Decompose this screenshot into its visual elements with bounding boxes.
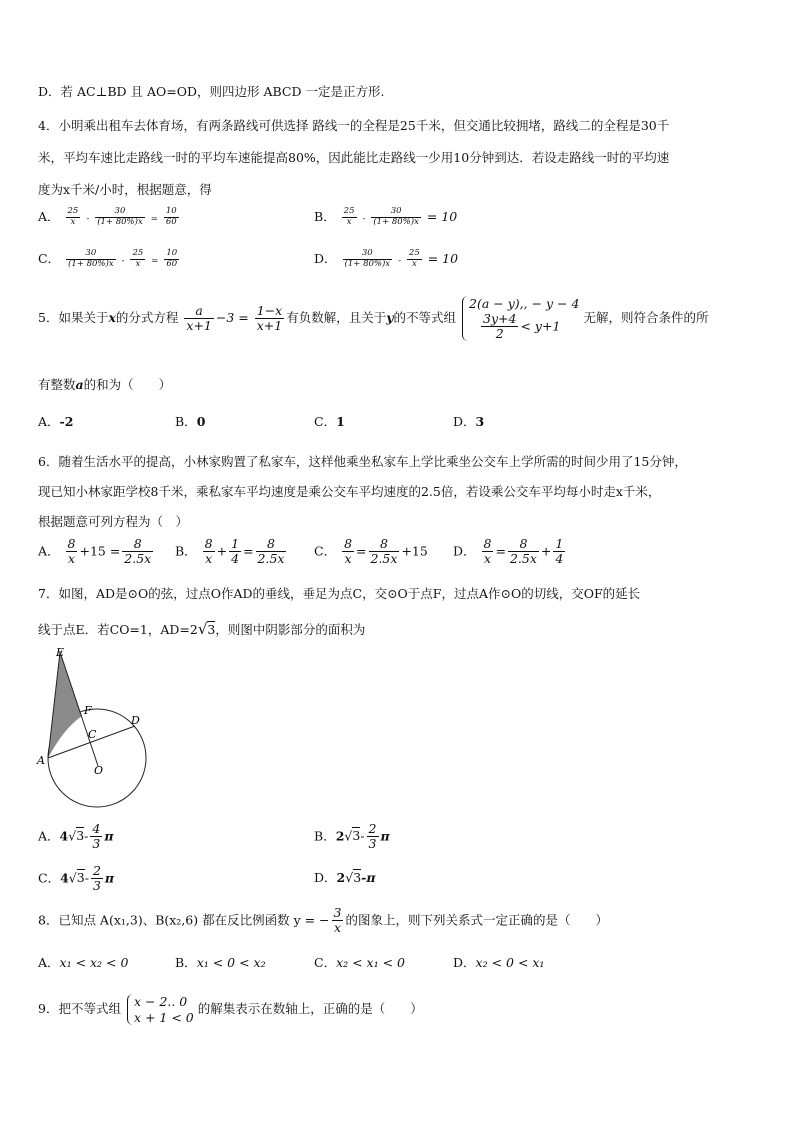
q7-option-d[interactable]: D．2√3-π	[314, 870, 376, 885]
q8-option-c[interactable]: C．x₂ < x₁ < 0	[314, 955, 405, 970]
q5-option-c[interactable]: C．1	[314, 414, 345, 429]
q5-frac-1mx: $\frac{1-x}{x+1}$	[256, 302, 283, 334]
q9-inequality-system: x − 2.. 0 x + 1 < 0	[127, 994, 194, 1025]
q5-inequality-system: 2(a − y),, − y − 4 $\frac{3y+4}{2}$ < y+1	[462, 296, 579, 341]
q7-option-b[interactable]: B．2√3- $\frac{2}{3}$ π	[314, 821, 390, 852]
q7-text-line2: 线于点E．若CO=1，AD=2√3，则图中阴影部分的面积为	[38, 620, 366, 638]
q4-text-line2: 米，平均车速比走路线一时的平均车速能提高80%，因此能比走路线一少用10分钟到达．若设走路线一时的平均速	[38, 150, 670, 165]
q6-text-line2: 现已知小林家距学校8千米，乘私家车平均速度是乘公交车平均速度的2.5倍，若设乘公交车平均每小时走x千米，	[38, 484, 661, 499]
label-f: F	[84, 704, 92, 717]
q7-geometry-figure	[34, 646, 166, 808]
q6-option-b[interactable]: B． $\frac{8}{x}$ + $\frac{1}{4}$ = $\frac{8}{2.5x}$	[175, 536, 285, 567]
label-c: C	[88, 728, 97, 741]
q5-option-a[interactable]: A．-2	[38, 414, 74, 429]
prev-option-d: D．若 AC⊥BD 且 AO=OD，则四边形 ABCD 一定是正方形.	[38, 84, 385, 99]
q7-text-line1: 7．如图，AD是⊙O的弦，过点O作AD的垂线，垂足为点C，交⊙O于点F，过点A作⊙O的切线，交OF的延长	[38, 586, 641, 601]
q6-option-d[interactable]: D． $\frac{8}{x}$ = $\frac{8}{2.5x}$ + $\frac{1}{4}$	[453, 536, 564, 567]
q4-text-line3: 度为x千米/小时，根据题意，得	[38, 182, 212, 197]
label-e: E	[56, 646, 65, 659]
q4-option-b[interactable]: B． $\frac{25}{x}$ - $\frac{30}{(1+ 80\%)x}$ = 10	[314, 206, 458, 227]
q6-option-a[interactable]: A． $\frac{8}{x}$ +15 = $\frac{8}{2.5x}$	[38, 536, 152, 567]
q5-frac-a: $\frac{a}{x+1}$	[186, 302, 212, 334]
label-o: O	[94, 764, 104, 777]
q6-option-c[interactable]: C． $\frac{8}{x}$ = $\frac{8}{2.5x}$ +15	[314, 536, 428, 567]
label-d: D	[131, 714, 140, 727]
q4-text-line1: 4．小明乘出租车去体育场，有两条路线可供选择 路线一的全程是25千米，但交通比较拥堵，路线二的全程是30千	[38, 118, 670, 133]
q7-option-c[interactable]: C．4√3- $\frac{2}{3}$ π	[38, 863, 115, 894]
q4-option-a[interactable]: A． $\frac{25}{x}$ - $\frac{30}{(1+ 80\%)x}$ = $\frac{10}{60}$	[38, 206, 177, 227]
q9-text-line1: 9．把不等式组 x − 2.. 0 x + 1 < 0 的解集表示在数轴上，正确的是（ ）	[38, 994, 423, 1025]
q4-option-d[interactable]: D． $\frac{30}{(1+ 80\%)x}$ - $\frac{25}{x}$ = 10	[314, 248, 459, 269]
q5-option-b[interactable]: B．0	[175, 414, 206, 429]
q7-option-a[interactable]: A．4√3- $\frac{4}{3}$ π	[38, 821, 114, 852]
q6-text-line3: 根据题意可列方程为（ ）	[38, 514, 189, 529]
q8-option-b[interactable]: B．x₁ < 0 < x₂	[175, 955, 266, 970]
q5-option-d[interactable]: D．3	[453, 414, 485, 429]
q8-text-line1: 8．已知点 A(x₁,3)、B(x₂,6) 都在反比例函数 y = − $\frac{3}{x}$ 的图象上，则下列关系式一定正确的是（ ）	[38, 905, 608, 936]
q6-text-line1: 6．随着生活水平的提高，小林家购置了私家车，这样他乘坐私家车上学比乘坐公交车上学所需的时间少用了15分钟，	[38, 454, 687, 469]
q4-option-c[interactable]: C． $\frac{30}{(1+ 80\%)x}$ - $\frac{25}{x}$ = $\frac{10}{60}$	[38, 248, 178, 269]
q5-text-line2: 有整数a的和为（ ）	[38, 377, 172, 392]
q8-option-a[interactable]: A．x₁ < x₂ < 0	[38, 955, 129, 970]
label-a: A	[37, 754, 45, 767]
q5-text-line1: 5．如果关于x的分式方程 $\frac{a}{x+1}$ −3 = $\frac{1-x}{x+1}$ 有负数解，且关于y的不等式组 2(a − y),, − y − 4 $\frac{3y+4}{2}$ < y+1 无解，则符合条件的所	[38, 296, 709, 341]
q8-option-d[interactable]: D．x₂ < 0 < x₁	[453, 955, 545, 970]
